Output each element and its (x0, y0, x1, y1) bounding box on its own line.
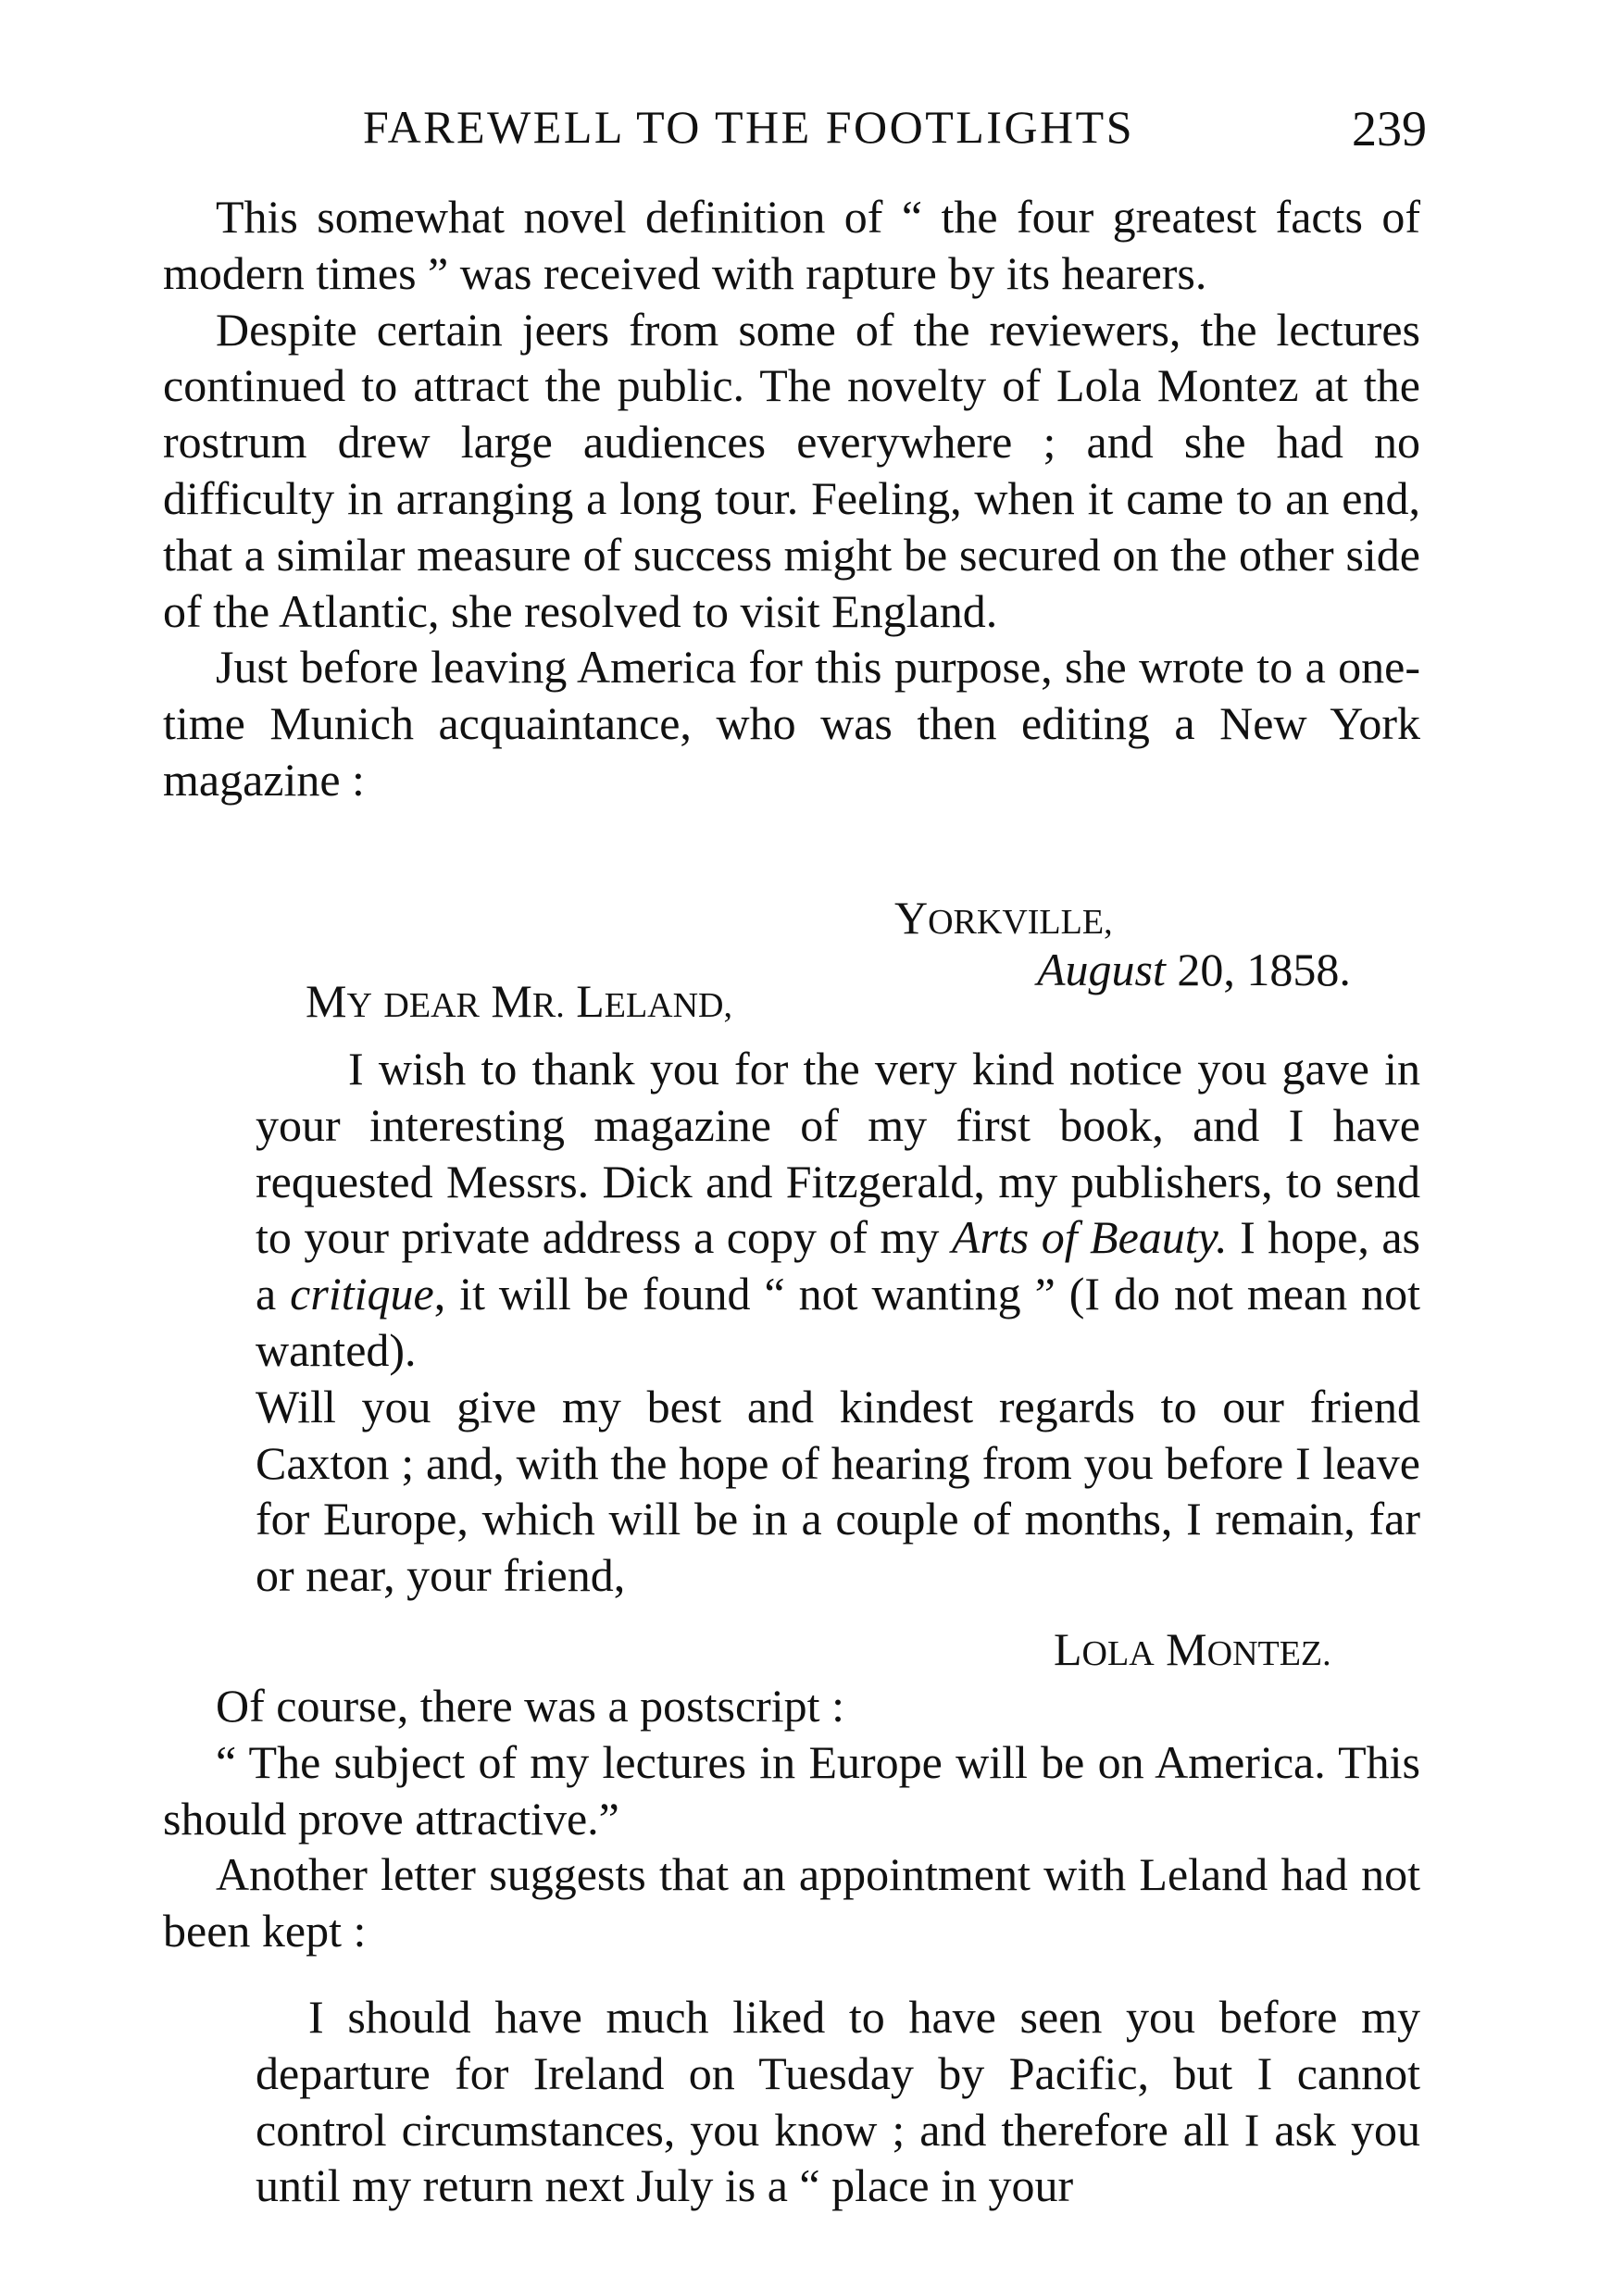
running-title: FAREWELL TO THE FOOTLIGHTS (363, 101, 1135, 153)
letter-signature: LOLA MONTEZ. (1054, 1623, 1331, 1675)
paragraph: Despite certain jeers from some of the reviewers, the lectures continued to attract the public. The novelty of Lola Montez at the rostrum drew large audiences everywhere ; and she had no difficulty in arranging a long tour. Feeling, when it came to an end, that a similar measure of success might be secured on the other side of the Atlantic, she resolved to visit England. (163, 303, 1420, 637)
letter-date: August 20, 1858. (1037, 944, 1351, 995)
body-text-top (163, 189, 1420, 808)
letter-paragraph: I should have much liked to have seen you before my departure for Ireland on Tuesday by Pacific, but I cannot control circumstances, you know ; and therefore all I ask you until my return next July is a “ place in your (256, 1991, 1420, 2212)
letter-place: YORKVILLE, (894, 892, 1113, 944)
letter-body (256, 1041, 1420, 1604)
letter-paragraph: I wish to thank you for the very kind notice you gave in your interesting magazine of my first book, and I have requested Messrs. Dick and Fitzgerald, my publishers, to send to your private address a copy of my Arts of Beauty. I hope, as a critique, it will be found “ not wanting ” (I do not mean not wanted). (256, 1043, 1420, 1376)
body-text-bottom (163, 1678, 1420, 1959)
paragraph: This somewhat novel definition of “ the four greatest facts of modern times ” was received with rapture by its hearers. (163, 191, 1420, 299)
letter-salutation: MY DEAR MR. LELAND, (306, 975, 733, 1027)
letter-paragraph: Will you give my best and kindest regards to our friend Caxton ; and, with the hope of hearing from you before I leave for Europe, which will be in a couple of months, I remain, far or near, your friend, (256, 1380, 1420, 1602)
paragraph: Another letter suggests that an appointment with Leland had not been kept : (163, 1848, 1420, 1958)
page-number: 239 (1352, 101, 1427, 156)
paragraph: Just before leaving America for this purpose, she wrote to a one-time Munich acquaintance, who was then editing a New York magazine : (163, 641, 1420, 806)
paragraph: “ The subject of my lectures in Europe will be on America. This should prove attractive.” (163, 1735, 1420, 1845)
letter-body-2 (256, 1989, 1420, 2214)
paragraph: Of course, there was a postscript : (216, 1680, 844, 1732)
